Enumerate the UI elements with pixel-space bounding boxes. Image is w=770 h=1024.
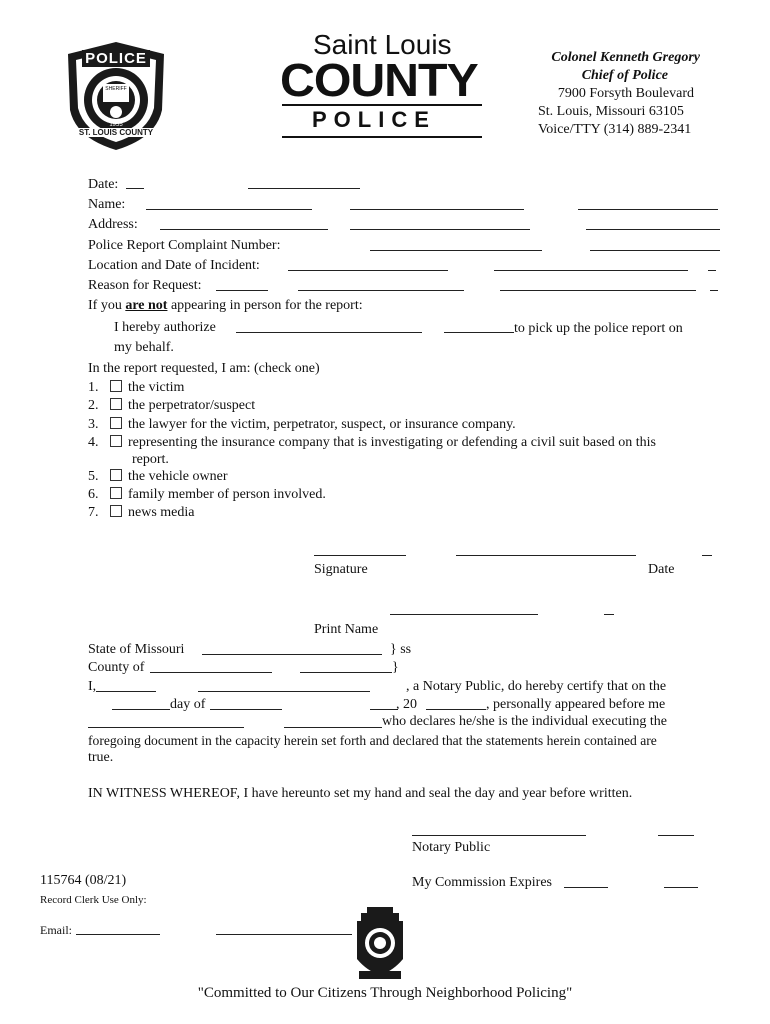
date-label: Date:	[88, 177, 119, 192]
complaint-field-2[interactable]	[590, 250, 720, 251]
i-label: I,	[88, 679, 97, 694]
commission-field-1[interactable]	[564, 887, 608, 888]
location-field-1[interactable]	[288, 270, 448, 271]
date-field-2[interactable]	[248, 188, 360, 189]
address-field-1[interactable]	[160, 229, 328, 230]
email-field-2[interactable]	[216, 934, 352, 935]
option-checkbox[interactable]	[110, 380, 122, 392]
location-label: Location and Date of Incident:	[88, 258, 260, 273]
print-name-field-2[interactable]	[604, 614, 614, 615]
notary-public-label: Notary Public	[412, 840, 491, 855]
address-field-3[interactable]	[586, 229, 720, 230]
option-number: 6.	[88, 487, 99, 502]
option-label: representing the insurance company that is investigating or defending a civil suit based on this	[128, 435, 656, 450]
name-field-1[interactable]	[146, 209, 312, 210]
name-field-2[interactable]	[350, 209, 524, 210]
appeared-text: , personally appeared before me	[486, 697, 666, 712]
state-field[interactable]	[202, 654, 382, 655]
option-checkbox[interactable]	[110, 469, 122, 481]
signature-date-label: Date	[648, 562, 675, 577]
commission-field-2[interactable]	[664, 887, 698, 888]
reason-label: Reason for Request:	[88, 278, 202, 293]
option-item[interactable]	[88, 417, 516, 433]
option-item[interactable]	[88, 380, 184, 396]
chief-name: Colonel Kenneth Gregory	[551, 50, 700, 65]
pickup-label: to pick up the police report on	[514, 321, 683, 336]
logo-county: COUNTY	[280, 54, 478, 106]
email-field-1[interactable]	[76, 934, 160, 935]
reason-field-2[interactable]	[298, 290, 464, 291]
motto: "Committed to Our Citizens Through Neighborhood Policing"	[197, 985, 573, 1001]
month-field[interactable]	[210, 709, 282, 710]
option-checkbox[interactable]	[110, 435, 122, 447]
ss-label: } ss	[390, 642, 412, 657]
option-label: family member of person involved.	[128, 487, 326, 502]
day-of-label: day of	[170, 697, 206, 712]
year-field-1[interactable]	[370, 709, 398, 710]
badge-bottom-text: ST. LOUIS COUNTY	[76, 128, 156, 137]
name-field-3[interactable]	[578, 209, 718, 210]
location-field-2[interactable]	[494, 270, 688, 271]
twenty-label: , 20	[396, 697, 417, 712]
address-line2: St. Louis, Missouri 63105	[538, 104, 684, 119]
police-badge-logo	[60, 40, 172, 152]
appearer-field-1[interactable]	[88, 727, 244, 728]
logo-saint-louis: Saint Louis	[313, 29, 452, 60]
option-checkbox[interactable]	[110, 487, 122, 499]
if-not-post: appearing in person for the report:	[167, 298, 363, 313]
if-not-emphasis: are not	[125, 298, 168, 313]
address-line1: 7900 Forsyth Boulevard	[557, 86, 694, 101]
declares-text: who declares he/she is the individual executing the	[382, 714, 667, 729]
notary-public-field-2[interactable]	[658, 835, 694, 836]
complaint-label: Police Report Complaint Number:	[88, 238, 281, 253]
option-item[interactable]	[88, 398, 255, 414]
date-signed-field[interactable]	[702, 555, 712, 556]
notary-certify-text: , a Notary Public, do hereby certify that on the	[406, 679, 667, 694]
authorize-field-2[interactable]	[444, 332, 514, 333]
print-name-label: Print Name	[314, 622, 379, 637]
badge-top-text: POLICE	[82, 50, 150, 67]
i-field-2[interactable]	[198, 691, 370, 692]
chief-title: Chief of Police	[581, 68, 668, 83]
option-item[interactable]	[88, 505, 194, 521]
county-brace: }	[392, 660, 399, 675]
logo-rule-top	[282, 104, 482, 106]
witness-text: IN WITNESS WHEREOF, I have hereunto set my hand and seal the day and year before written.	[88, 786, 633, 801]
option-4-continued: report.	[132, 452, 169, 467]
day-field[interactable]	[112, 709, 170, 710]
logo-police: POLICE	[312, 107, 436, 132]
option-label: the lawyer for the victim, perpetrator, suspect, or insurance company.	[128, 417, 516, 432]
year-field-2[interactable]	[426, 709, 486, 710]
state-label: State of Missouri	[88, 642, 185, 657]
authorize-field-1[interactable]	[236, 332, 422, 333]
signature-label: Signature	[314, 562, 368, 577]
foregoing-text: foregoing document in the capacity herein set forth and declared that the statements herein contained are	[88, 733, 657, 748]
name-label: Name:	[88, 197, 126, 212]
option-checkbox[interactable]	[110, 398, 122, 410]
complaint-field-1[interactable]	[370, 250, 542, 251]
option-item[interactable]	[88, 487, 326, 503]
date-field[interactable]	[126, 188, 144, 189]
option-checkbox[interactable]	[110, 417, 122, 429]
seal-emblem-icon	[353, 905, 407, 981]
email-label: Email:	[40, 923, 72, 937]
reason-field-3[interactable]	[500, 290, 696, 291]
signature-field-2[interactable]	[456, 555, 636, 556]
option-number: 5.	[88, 469, 99, 484]
signature-field-1[interactable]	[314, 555, 406, 556]
clerk-label: Record Clerk Use Only:	[40, 894, 147, 906]
badge-year-text: 1955	[109, 122, 123, 128]
true-text: true.	[88, 750, 114, 765]
commission-label: My Commission Expires	[412, 875, 553, 890]
reason-field-1[interactable]	[216, 290, 268, 291]
badge-shield-text: SHERIFF	[105, 86, 127, 92]
option-label: the perpetrator/suspect	[128, 398, 256, 413]
phone-line: Voice/TTY (314) 889-2341	[538, 122, 692, 137]
county-field-2[interactable]	[300, 672, 392, 673]
reason-field-4[interactable]	[710, 290, 718, 291]
print-name-field-1[interactable]	[390, 614, 538, 615]
address-field-2[interactable]	[350, 229, 530, 230]
option-number: 3.	[88, 417, 99, 432]
option-item[interactable]	[88, 435, 656, 451]
logo-rule-bottom	[282, 136, 482, 138]
if-not-line	[88, 298, 363, 314]
option-item[interactable]	[88, 469, 228, 485]
requested-label: In the report requested, I am: (check one)	[88, 361, 320, 376]
option-number: 4.	[88, 435, 99, 450]
i-field-1[interactable]	[96, 691, 156, 692]
notary-public-field-1[interactable]	[412, 835, 586, 836]
behalf-label: my behalf.	[114, 340, 174, 355]
option-number: 7.	[88, 505, 99, 520]
option-label: the victim	[128, 380, 185, 395]
county-label: County of	[88, 660, 145, 675]
option-number: 1.	[88, 380, 99, 395]
county-field-1[interactable]	[150, 672, 272, 673]
form-number: 115764 (08/21)	[40, 873, 127, 888]
option-number: 2.	[88, 398, 99, 413]
option-label: the vehicle owner	[128, 469, 228, 484]
option-label: news media	[128, 505, 195, 520]
if-not-pre: If you	[88, 298, 126, 313]
authorize-label: I hereby authorize	[114, 320, 216, 335]
location-field-3[interactable]	[708, 270, 716, 271]
option-checkbox[interactable]	[110, 505, 122, 517]
appearer-field-2[interactable]	[284, 727, 382, 728]
address-label: Address:	[88, 217, 138, 232]
